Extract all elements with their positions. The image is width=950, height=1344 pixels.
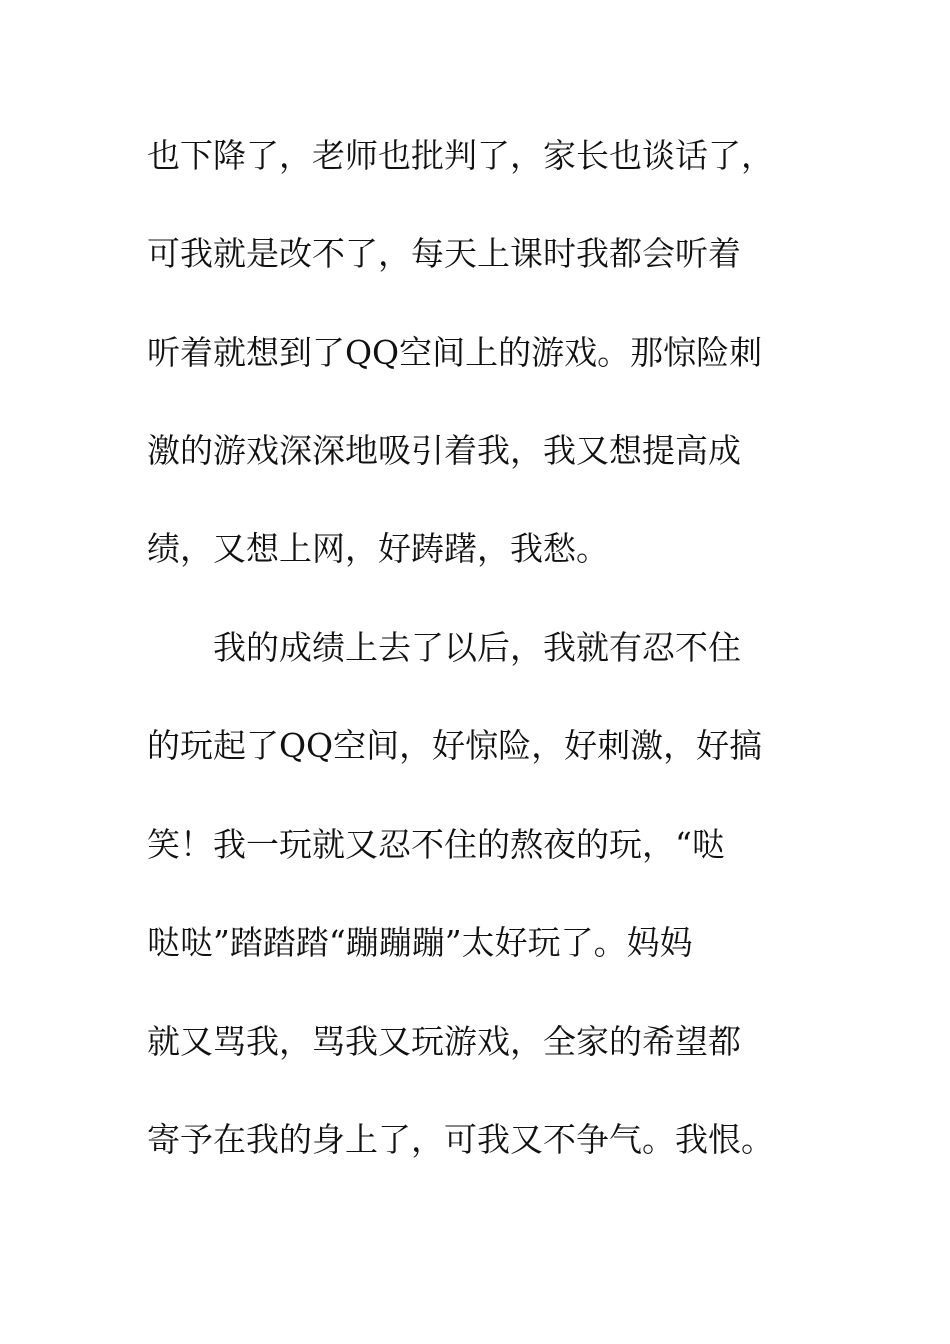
text-line: 也下降了，老师也批判了，家长也谈话了， (147, 136, 774, 175)
text-line: 寄予在我的身上了，可我又不争气。我恨。 (147, 1120, 774, 1159)
text-line: 绩，又想上网，好踌躇，我愁。 (147, 529, 609, 568)
text-line: 笑！我一玩就又忍不住的熬夜的玩，“哒 (147, 825, 725, 864)
text-line: 激的游戏深深地吸引着我，我又想提高成 (147, 431, 741, 470)
text-line: 的玩起了QQ空间，好惊险，好刺激，好搞 (147, 726, 763, 765)
text-line: 听着就想到了QQ空间上的游戏。那惊险刺 (147, 333, 763, 372)
text-line: 哒哒”踏踏踏“蹦蹦蹦”太好玩了。妈妈 (147, 923, 693, 962)
text-line: 可我就是改不了，每天上课时我都会听着 (147, 234, 741, 273)
text-line: 就又骂我，骂我又玩游戏，全家的希望都 (147, 1022, 741, 1061)
paragraph-first-line: 我的成绩上去了以后，我就有忍不住 (213, 628, 741, 667)
